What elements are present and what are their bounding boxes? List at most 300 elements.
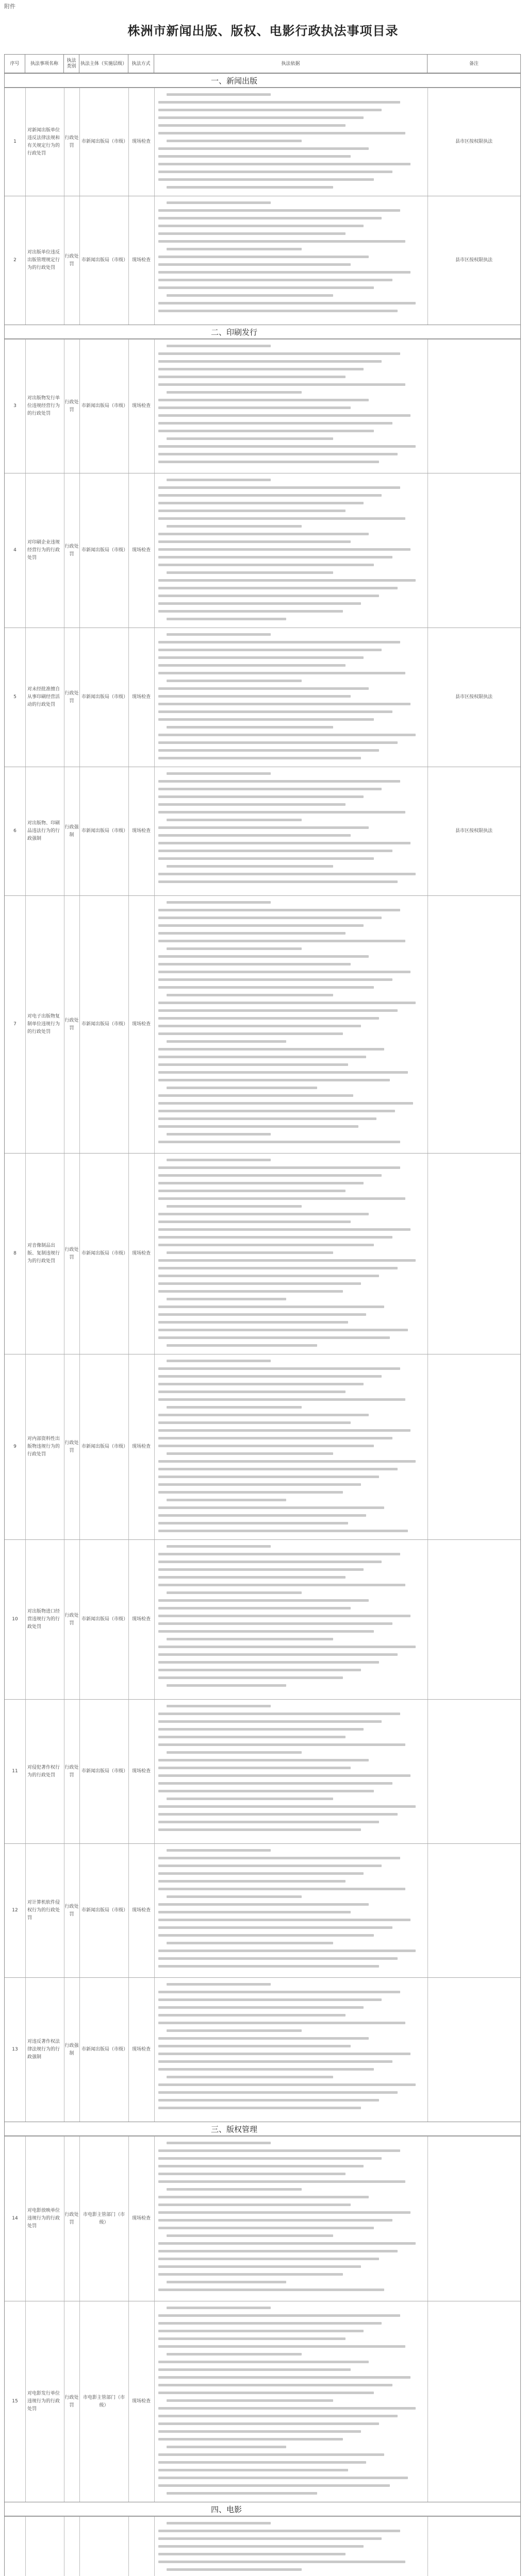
basis-text-line <box>158 1195 418 1203</box>
basis-text-line <box>158 2271 418 2279</box>
basis-text-line <box>158 848 418 855</box>
basis-text-line <box>158 477 418 484</box>
basis-text-line <box>158 2328 418 2335</box>
item-type: 现场检查 <box>132 258 151 263</box>
basis-text-line <box>158 538 418 546</box>
item-name: 对音像制品出版、复制违规行为的行政处罚 <box>27 1243 60 1264</box>
basis-text-line <box>158 1847 418 1855</box>
basis-text-line <box>158 1157 418 1164</box>
basis-text-line <box>158 1765 418 1772</box>
basis-text-line <box>158 1412 418 1419</box>
basis-text-line <box>158 1358 418 1365</box>
basis-text-line <box>158 1996 418 2004</box>
basis-text-line <box>158 855 418 863</box>
basis-text-line <box>158 1108 418 1115</box>
basis-text-line <box>158 381 418 389</box>
basis-text-line <box>158 2366 418 2374</box>
basis-text-line <box>158 366 418 374</box>
item-subject: 市电影主管部门（市级） <box>83 2212 125 2225</box>
basis-text-line <box>158 616 418 623</box>
basis-text-line <box>158 2467 418 2475</box>
item-note: 县市区按权限执法 <box>455 694 492 700</box>
basis-text-line <box>158 2089 418 2097</box>
basis-text-line <box>158 1273 418 1280</box>
item-basis <box>154 896 422 1153</box>
basis-text-line <box>158 176 418 184</box>
basis-text-line <box>158 107 418 114</box>
item-category: 行政处罚 <box>64 2395 79 2408</box>
basis-text-line <box>158 1981 418 1989</box>
basis-text-line <box>158 2163 418 2171</box>
attachment-label: 附件 <box>4 3 15 10</box>
item-subject: 市新闻出版局（市级） <box>81 1617 128 1622</box>
basis-text-line <box>158 1458 418 1466</box>
basis-text-line <box>158 677 418 685</box>
basis-text-line <box>158 1180 418 1188</box>
basis-text-line <box>158 654 418 662</box>
basis-text-line <box>158 284 418 292</box>
basis-text-line <box>158 138 418 145</box>
item-name: 对出版物发行单位违规经营行为的行政处罚 <box>27 396 60 416</box>
basis-text-line <box>158 1365 418 1373</box>
item-subject: 市新闻出版局（市级） <box>81 548 128 553</box>
basis-text-line <box>158 1164 418 1172</box>
basis-text-line <box>158 2248 418 2256</box>
basis-text-line <box>158 938 418 945</box>
table-row <box>5 1699 520 1843</box>
basis-text-line <box>158 2343 418 2351</box>
basis-text-line <box>158 443 418 451</box>
basis-text-line <box>158 2058 418 2066</box>
item-basis <box>154 628 422 767</box>
basis-text-line <box>158 969 418 976</box>
basis-text-line <box>158 122 418 130</box>
basis-text-line <box>158 2397 418 2405</box>
item-type: 现场检查 <box>132 2399 151 2404</box>
basis-text-line <box>158 1620 418 1628</box>
basis-text-line <box>158 2217 418 2225</box>
basis-text-line <box>158 435 418 443</box>
basis-text-line <box>158 1069 418 1077</box>
basis-text-line <box>158 1427 418 1435</box>
basis-text-line <box>158 562 418 569</box>
table-row <box>5 88 520 196</box>
row-number: 2 <box>13 258 17 263</box>
header-note: 备注 <box>469 61 479 66</box>
basis-text-line <box>158 2475 418 2482</box>
basis-text-line <box>158 358 418 366</box>
basis-text-line <box>158 1659 418 1667</box>
row-number: 9 <box>13 1444 17 1449</box>
row-number: 15 <box>12 2399 18 2404</box>
basis-text-line <box>158 1855 418 1862</box>
item-name: 对内部资料性出版物违规行为的行政处罚 <box>27 1436 60 1457</box>
basis-text-line <box>158 755 418 762</box>
basis-text-line <box>158 992 418 999</box>
basis-text-line <box>158 2263 418 2271</box>
basis-text-line <box>158 1061 418 1069</box>
basis-text-line <box>158 2574 418 2576</box>
basis-text-line <box>158 246 418 253</box>
basis-text-line <box>158 404 418 412</box>
basis-text-line <box>158 1311 418 1319</box>
table-row <box>5 895 520 1153</box>
basis-text-line <box>158 1381 418 1388</box>
basis-text-line <box>158 662 418 670</box>
basis-text-line <box>158 2374 418 2382</box>
item-basis <box>154 2137 422 2301</box>
basis-text-line <box>158 1334 418 1342</box>
basis-text-line <box>158 1901 418 1909</box>
basis-text-line <box>158 2528 418 2535</box>
basis-text-line <box>158 1419 418 1427</box>
row-number: 12 <box>12 1908 18 1913</box>
item-note: 县市区按权限执法 <box>455 258 492 263</box>
basis-text-line <box>158 1940 418 1947</box>
basis-text-line <box>158 1924 418 1932</box>
basis-text-line <box>158 1734 418 1741</box>
section-heading: 三、版权管理 <box>5 2122 520 2136</box>
basis-text-line <box>158 2050 418 2058</box>
basis-text-line <box>158 343 418 350</box>
basis-text-line <box>158 961 418 969</box>
basis-text-line <box>158 817 418 824</box>
basis-text-line <box>158 153 418 161</box>
item-name: 对出版物、印刷品违法行为的行政强制 <box>27 821 60 841</box>
basis-text-line <box>158 1242 418 1249</box>
item-note <box>428 1354 520 1539</box>
item-type <box>128 2517 154 2576</box>
basis-text-line <box>158 786 418 793</box>
basis-text-line <box>158 984 418 992</box>
item-category: 行政处罚 <box>64 253 79 267</box>
table-row <box>5 2136 520 2301</box>
basis-text-line <box>158 1803 418 1811</box>
basis-text-line <box>158 428 418 435</box>
item-note <box>428 473 520 628</box>
basis-text-line <box>158 2543 418 2551</box>
item-note <box>428 340 520 473</box>
basis-text-line <box>158 2043 418 2050</box>
item-category: 行政处罚 <box>64 399 79 413</box>
item-name: 对电影放映单位违规行为的行政处罚 <box>27 2208 60 2229</box>
row-number: 5 <box>13 694 17 700</box>
basis-text-line <box>158 2081 418 2089</box>
basis-text-line <box>158 1558 418 1566</box>
table-row <box>5 473 520 628</box>
basis-text-line <box>158 1703 418 1710</box>
basis-text-line <box>158 1211 418 1218</box>
basis-text-line <box>158 484 418 492</box>
item-name: 对电影发行单位违规行为的行政处罚 <box>27 2391 60 2412</box>
basis-text-line <box>158 1466 418 1473</box>
row-number: 4 <box>13 548 17 553</box>
basis-text-line <box>158 130 418 138</box>
basis-text-line <box>158 238 418 246</box>
basis-text-line <box>158 1342 418 1350</box>
basis-text-line <box>158 1674 418 1682</box>
basis-text-line <box>158 631 418 639</box>
basis-text-line <box>158 863 418 871</box>
item-subject: 市新闻出版局（市级） <box>81 258 128 263</box>
basis-text-line <box>158 1288 418 1296</box>
item-basis <box>154 1978 422 2122</box>
item-subject: 市新闻出版局（市级） <box>81 694 128 700</box>
basis-text-line <box>158 1520 418 1528</box>
item-note <box>428 1700 520 1843</box>
basis-text-line <box>158 412 418 420</box>
basis-text-line <box>158 145 418 153</box>
item-subject: 市新闻出版局（市级） <box>81 1908 128 1913</box>
basis-text-line <box>158 1497 418 1504</box>
basis-text-line <box>158 2482 418 2490</box>
basis-text-line <box>158 1757 418 1765</box>
item-name: 对新闻出版单位违反法律法规和有关规定行为的行政处罚 <box>27 127 60 156</box>
basis-text-line <box>158 953 418 961</box>
item-name: 对出版单位违反出版管理规定行为的行政处罚 <box>27 250 60 270</box>
basis-text-line <box>158 1443 418 1450</box>
basis-text-line <box>158 1741 418 1749</box>
basis-text-line <box>158 1543 418 1551</box>
row-number: 11 <box>12 1769 18 1774</box>
basis-text-line <box>158 2240 418 2248</box>
header-no: 序号 <box>5 55 25 73</box>
basis-text-line <box>158 809 418 817</box>
basis-text-line <box>158 1651 418 1659</box>
basis-text-line <box>158 600 418 608</box>
item-type: 现场检查 <box>132 1908 151 1913</box>
basis-text-line <box>158 914 418 922</box>
item-category: 行政处罚 <box>64 1613 79 1626</box>
basis-text-line <box>158 500 418 507</box>
basis-text-line <box>158 2155 418 2163</box>
basis-text-line <box>158 2566 418 2574</box>
basis-text-line <box>158 999 418 1007</box>
basis-text-line <box>158 2312 418 2320</box>
item-type: 现场检查 <box>132 1617 151 1622</box>
row-number: 3 <box>13 403 17 409</box>
basis-text-line <box>158 2201 418 2209</box>
basis-text-line <box>158 2140 418 2147</box>
basis-text-line <box>158 2490 418 2498</box>
page-title: 株洲市新闻出版、版权、电影行政执法事项目录 <box>127 24 399 38</box>
basis-text-line <box>158 1319 418 1327</box>
item-subject: 市新闻出版局（市级） <box>81 403 128 409</box>
basis-text-line <box>158 2451 418 2459</box>
basis-text-line <box>158 647 418 654</box>
basis-text-line <box>158 459 418 466</box>
basis-text-line <box>158 2279 418 2286</box>
basis-text-line <box>158 1955 418 1963</box>
item-category: 行政处罚 <box>64 1247 79 1260</box>
basis-text-line <box>158 308 418 315</box>
basis-text-line <box>158 2520 418 2528</box>
basis-text-line <box>158 2105 418 2112</box>
item-basis <box>154 767 422 895</box>
item-note <box>428 2517 520 2576</box>
basis-text-line <box>158 292 418 300</box>
basis-text-line <box>158 2232 418 2240</box>
basis-text-line <box>158 546 418 554</box>
basis-text-line <box>158 168 418 176</box>
item-note <box>428 2137 520 2301</box>
basis-text-line <box>158 2304 418 2312</box>
item-name: 对印刷企业违规经营行为的行政处罚 <box>27 540 60 561</box>
basis-text-line <box>158 639 418 647</box>
row-number: 7 <box>13 1022 17 1027</box>
basis-text-line <box>158 1234 418 1242</box>
basis-text-line <box>158 840 418 848</box>
basis-text-line <box>158 1726 418 1734</box>
basis-text-line <box>158 99 418 107</box>
basis-text-line <box>158 1115 418 1123</box>
basis-text-line <box>158 2444 418 2451</box>
basis-text-line <box>158 277 418 284</box>
basis-text-line <box>158 492 418 500</box>
basis-text-line <box>158 374 418 381</box>
table-row <box>5 1977 520 2122</box>
basis-text-line <box>158 1046 418 1054</box>
table-row <box>5 767 520 895</box>
basis-text-line <box>158 801 418 809</box>
basis-text-line <box>158 1989 418 1996</box>
item-category: 行政处罚 <box>64 1018 79 1031</box>
basis-text-line <box>158 1811 418 1819</box>
basis-text-line <box>158 1667 418 1674</box>
basis-text-line <box>158 2558 418 2566</box>
basis-text-line <box>158 1643 418 1651</box>
item-type: 现场检查 <box>132 548 151 553</box>
basis-text-line <box>158 1528 418 1535</box>
basis-text-line <box>158 1203 418 1211</box>
basis-text-line <box>158 1473 418 1481</box>
row-number <box>5 2517 25 2576</box>
basis-text-line <box>158 1909 418 1917</box>
row-number: 8 <box>13 1251 17 1256</box>
basis-text-line <box>158 1388 418 1396</box>
item-name: 对违反著作权法律法规行为的行政强制 <box>27 2039 60 2060</box>
basis-text-line <box>158 2335 418 2343</box>
item-note <box>428 896 520 1153</box>
basis-text-line <box>158 2351 418 2359</box>
section-heading: 二、印刷发行 <box>5 325 520 339</box>
item-note <box>428 1978 520 2122</box>
basis-text-line <box>158 515 418 523</box>
basis-text-line <box>158 2097 418 2105</box>
item-subject: 市新闻出版局（市级） <box>81 1769 128 1774</box>
basis-text-line <box>158 1947 418 1955</box>
basis-text-line <box>158 2171 418 2178</box>
item-basis <box>154 1700 422 1843</box>
table-row <box>5 1843 520 1977</box>
item-name: 对计算机软件侵权行为的行政处罚 <box>27 1900 60 1921</box>
row-number: 10 <box>12 1617 18 1622</box>
basis-text-line <box>158 91 418 99</box>
basis-text-line <box>158 2194 418 2201</box>
basis-text-line <box>158 930 418 938</box>
basis-text-line <box>158 1172 418 1180</box>
basis-text-line <box>158 2405 418 2413</box>
basis-text-line <box>158 716 418 724</box>
header-category: 执法类别 <box>64 55 79 73</box>
item-basis <box>154 2301 422 2502</box>
basis-text-line <box>158 1404 418 1412</box>
basis-text-line <box>158 1886 418 1893</box>
row-number: 1 <box>13 139 17 144</box>
item-subject: 市新闻出版局（市级） <box>81 828 128 834</box>
basis-text-line <box>158 451 418 459</box>
item-basis <box>154 1354 422 1539</box>
basis-text-line <box>158 531 418 538</box>
basis-text-line <box>158 907 418 914</box>
item-type: 现场检查 <box>132 1769 151 1774</box>
table-row <box>5 628 520 767</box>
basis-text-line <box>158 1870 418 1878</box>
item-type: 现场检查 <box>132 828 151 834</box>
basis-text-line <box>158 2436 418 2444</box>
basis-text-line <box>158 739 418 747</box>
header-basis: 执法依据 <box>154 55 428 73</box>
basis-text-line <box>158 1123 418 1131</box>
basis-text-line <box>158 1077 418 1084</box>
basis-text-line <box>158 350 418 358</box>
basis-text-line <box>158 554 418 562</box>
row-number: 14 <box>12 2216 18 2221</box>
item-basis <box>154 88 422 196</box>
basis-text-line <box>158 770 418 778</box>
basis-text-line <box>158 1303 418 1311</box>
table-row <box>5 1539 520 1699</box>
item-subject <box>79 2517 128 2576</box>
basis-text-line <box>158 2359 418 2366</box>
basis-text-line <box>158 577 418 585</box>
table-row <box>5 339 520 473</box>
item-name: 对未经批准擅自从事印刷经营活动的行政处罚 <box>27 687 60 707</box>
item-category: 行政处罚 <box>64 2212 79 2225</box>
item-name <box>25 2517 64 2576</box>
table-row <box>5 196 520 325</box>
basis-text-line <box>158 1512 418 1520</box>
basis-text-line <box>158 569 418 577</box>
basis-text-line <box>158 1597 418 1605</box>
basis-text-line <box>158 1819 418 1826</box>
basis-text-line <box>158 708 418 716</box>
item-type: 现场检查 <box>132 2216 151 2221</box>
item-category: 行政处罚 <box>64 1765 79 1778</box>
basis-text-line <box>158 871 418 878</box>
basis-text-line <box>158 2551 418 2558</box>
item-type: 现场检查 <box>132 2047 151 2052</box>
item-name: 对电子出版物复制单位违规行为的行政处罚 <box>27 1014 60 1035</box>
table-header <box>5 55 520 73</box>
basis-text-line <box>158 2066 418 2074</box>
basis-text-line <box>158 1249 418 1257</box>
basis-text-line <box>158 1038 418 1046</box>
item-note: 县市区按权限执法 <box>455 139 492 144</box>
basis-text-line <box>158 2413 418 2420</box>
basis-text-line <box>158 2382 418 2389</box>
basis-text-line <box>158 1636 418 1643</box>
row-number: 13 <box>12 2047 18 2052</box>
basis-text-line <box>158 1682 418 1690</box>
item-basis <box>154 1540 422 1699</box>
basis-text-line <box>158 899 418 907</box>
basis-text-line <box>158 945 418 953</box>
item-basis <box>154 196 422 325</box>
basis-text-line <box>158 397 418 404</box>
basis-text-line <box>158 976 418 984</box>
enforcement-table <box>4 54 521 2576</box>
